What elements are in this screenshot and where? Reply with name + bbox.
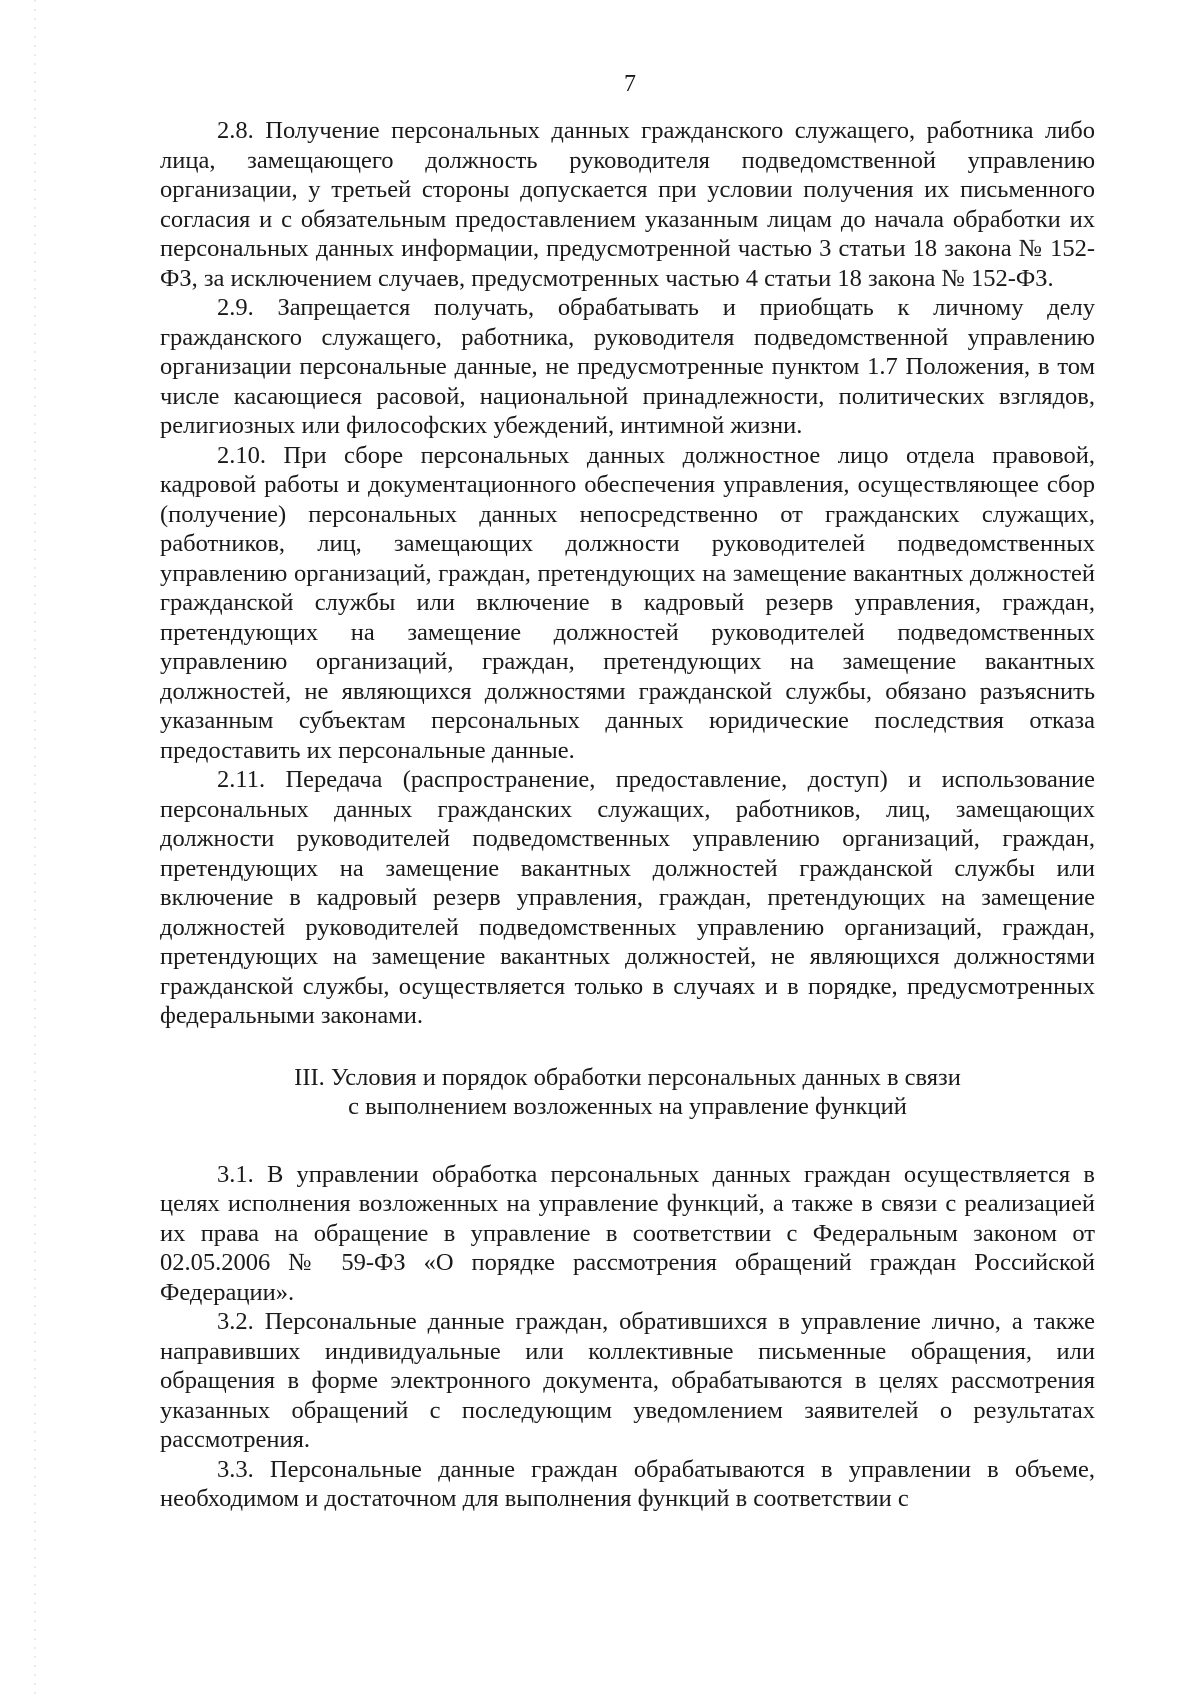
paragraph-2-9: 2.9. Запрещается получать, обрабатывать и приобщать к личному делу гражданского служащего, работника, руководителя подведомственной управлению организации персональные данные, не предусмотренные пунктом 1.7 Положения, в том числе касающиеся расовой, национальной принадлежности, политических взглядов, религиозных или философских убеждений, интимной жизни. [160, 294, 1095, 439]
section-3-heading-line-2: с выполнением возложенных на управление функций [348, 1093, 907, 1120]
paragraph-3-2: 3.2. Персональные данные граждан, обратившихся в управление лично, а также направивших индивидуальные или коллективные письменные обращения, или обращения в форме электронного документа, обрабатываются в целях рассмотрения указанных обращений с последующим уведомлением заявителей о результатах рассмотрения. [160, 1308, 1095, 1453]
document-body [160, 116, 1095, 1514]
scan-margin-artifact [34, 0, 36, 1698]
paragraph-2-11: 2.11. Передача (распространение, предоставление, доступ) и использование персональных данных гражданских служащих, работников, лиц, замещающих должности руководителей подведомственных управлению организаций, граждан, претендующих на замещение вакантных должностей гражданской службы или включение в кадровый резерв управления, граждан, претендующих на замещение должностей руководителей подведомственных управлению организаций, граждан, претендующих на замещение вакантных должностей, не являющихся должностями гражданской службы, осуществляется только в случаях и в порядке, предусмотренных федеральными законами. [160, 766, 1095, 1029]
section-3-heading [160, 1063, 1095, 1122]
paragraph-2-10: 2.10. При сборе персональных данных должностное лицо отдела правовой, кадровой работы и документационного обеспечения управления, осуществляющее сбор (получение) персональных данных непосредственно от гражданских служащих, работников, лиц, замещающих должности руководителей подведомственных управлению организаций, граждан, претендующих на замещение вакантных должностей гражданской службы или включение в кадровый резерв управления, граждан, претендующих на замещение должностей руководителей подведомственных управлению организаций, граждан, претендующих на замещение вакантных должностей, не являющихся должностями гражданской службы, обязано разъяснить указанным субъектам персональных данных юридические последствия отказа предоставить их персональные данные. [160, 441, 1095, 764]
paragraph-2-8: 2.8. Получение персональных данных гражданского служащего, работника либо лица, замещающего должность руководителя подведомственной управлению организации, у третьей стороны допускается при условии получения их письменного согласия и с обязательным предоставлением указанным лицам до начала обработки их персональных данных информации, предусмотренной частью 3 статьи 18 закона № 152-ФЗ, за исключением случаев, предусмотренных частью 4 статьи 18 закона № 152-ФЗ. [160, 117, 1095, 292]
paragraph-3-1: 3.1. В управлении обработка персональных данных граждан осуществляется в целях исполнения возложенных на управление функций, а также в связи с реализацией их права на обращение в управление в соответствии с Федеральным законом от 02.05.2006 № 59-ФЗ «О порядке рассмотрения обращений граждан Российской Федерации». [160, 1160, 1095, 1306]
page-number: 7 [624, 71, 636, 97]
section-3-heading-line-1: III. Условия и порядок обработки персональных данных в связи [294, 1063, 961, 1091]
paragraph-3-3: 3.3. Персональные данные граждан обрабатываются в управлении в объеме, необходимом и достаточном для выполнения функций в соответствии с [160, 1455, 1095, 1512]
